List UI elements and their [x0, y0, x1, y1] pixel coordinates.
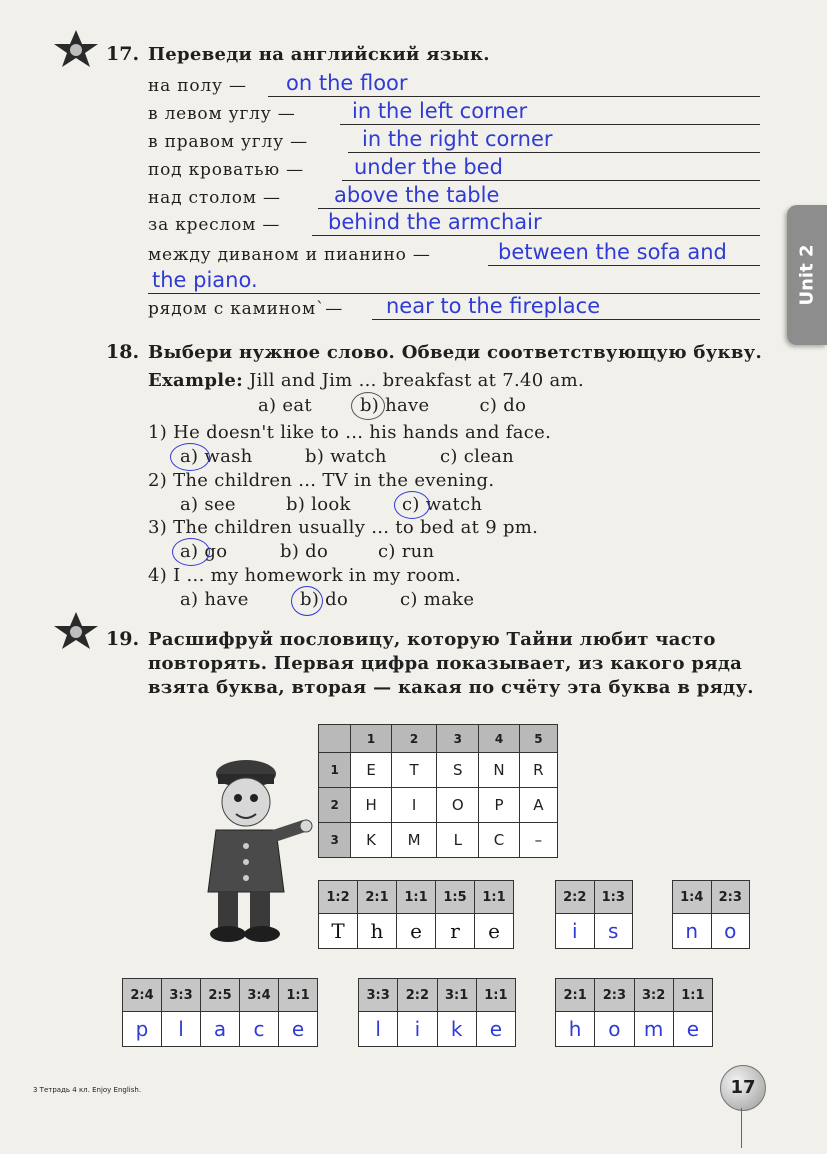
decoded-letter-cell: m: [634, 1012, 673, 1047]
q1-answer-circle: [170, 443, 210, 471]
code-cell: 2:5: [201, 979, 240, 1012]
ex18-example: [148, 370, 584, 391]
q2-answer-circle: [394, 491, 430, 519]
code-cell: 2:4: [123, 979, 162, 1012]
decoded-word-box: [555, 978, 713, 1047]
q2-text: 2) The children ... TV in the evening.: [148, 470, 495, 491]
ex17-handwritten-answer: behind the armchair: [328, 210, 542, 234]
cipher-key-grid: [318, 724, 558, 858]
ex17-answer-line: [372, 319, 760, 320]
decoded-letter-cell: o: [595, 1012, 634, 1047]
code-cell: 3:3: [162, 979, 201, 1012]
q1-option-b: b) watch: [305, 446, 387, 467]
grid-row-header: 3: [319, 823, 351, 858]
example-option-a: a) eat: [258, 395, 312, 416]
ex17-russian-phrase: рядом с камином`—: [148, 299, 344, 319]
decoded-letter-cell: e: [397, 914, 436, 949]
q4-text: 4) I ... my homework in my room.: [148, 565, 462, 586]
ex17-handwritten-answer: under the bed: [354, 155, 503, 179]
q4-option-b: b) do: [300, 589, 349, 610]
code-cell: 2:3: [595, 979, 634, 1012]
grid-letter-cell: C: [479, 823, 519, 858]
decoded-letter-cell: e: [475, 914, 514, 949]
ex17-russian-phrase: за креслом —: [148, 215, 281, 235]
q3-text: 3) The children usually ... to bed at 9 pm.: [148, 517, 539, 538]
star-badge-icon: [52, 610, 100, 650]
example-options: [258, 395, 526, 416]
decoded-letter-cell: o: [711, 914, 750, 949]
grid-column-header: 2: [391, 725, 436, 753]
code-cell: 3:2: [634, 979, 673, 1012]
ex17-answer-line: [340, 124, 760, 125]
decoded-letter-cell: k: [437, 1012, 476, 1047]
grid-column-header: 3: [437, 725, 479, 753]
grid-letter-cell: –: [519, 823, 557, 858]
grid-column-header: 4: [479, 725, 519, 753]
decoded-letter-cell: i: [398, 1012, 437, 1047]
ex19-number: 19.: [106, 628, 140, 650]
decoded-word-box: [358, 978, 516, 1047]
code-cell: 1:1: [673, 979, 712, 1012]
ex17-handwritten-answer: near to the fireplace: [386, 294, 601, 318]
q4-option-c: c) make: [400, 589, 475, 610]
ex17-handwritten-answer: between the sofa and: [498, 240, 727, 264]
decoded-letter-cell: i: [556, 914, 595, 949]
ex17-answer-line: [312, 235, 760, 236]
ex17-handwritten-answer: on the floor: [286, 71, 408, 95]
grid-letter-cell: H: [351, 788, 392, 823]
q3-option-b: b) do: [280, 541, 329, 562]
ex19-title-line: Расшифруй пословицу, которую Тайни любит часто: [148, 629, 716, 650]
q4-answer-circle: [291, 586, 323, 616]
ex19-title-line: взята буква, вторая — какая по счёту эта буква в ряду.: [148, 677, 754, 698]
footer-text: 3 Тетрадь 4 кл. Enjoy English.: [33, 1086, 142, 1094]
tiny-boy-illustration: [188, 752, 318, 952]
ex18-title: Выбери нужное слово. Обведи соответствующую букву.: [148, 342, 763, 363]
decoded-letter-cell: e: [476, 1012, 515, 1047]
grid-letter-cell: R: [519, 753, 557, 788]
unit-tab-label: Unit 2: [796, 244, 818, 306]
ex17-number: 17.: [106, 43, 140, 65]
grid-letter-cell: O: [437, 788, 479, 823]
decoded-letter-cell: s: [594, 914, 633, 949]
grid-letter-cell: M: [391, 823, 436, 858]
grid-letter-cell: A: [519, 788, 557, 823]
ex17-russian-phrase: между диваном и пианино —: [148, 245, 431, 265]
code-cell: 1:1: [476, 979, 515, 1012]
decoded-letter-cell: n: [673, 914, 712, 949]
grid-letter-cell: S: [437, 753, 479, 788]
q1-text: 1) He doesn't like to ... his hands and face.: [148, 422, 552, 443]
code-cell: 1:5: [436, 881, 475, 914]
decoded-word-box: [318, 880, 514, 949]
code-cell: 1:4: [673, 881, 712, 914]
code-cell: 2:3: [711, 881, 750, 914]
ex17-russian-phrase: в правом углу —: [148, 132, 308, 152]
code-cell: 3:4: [240, 979, 279, 1012]
grid-letter-cell: E: [351, 753, 392, 788]
code-cell: 1:2: [319, 881, 358, 914]
ex17-answer-line: [488, 265, 760, 266]
code-cell: 3:3: [359, 979, 398, 1012]
code-cell: 2:1: [556, 979, 595, 1012]
example-circle-mark: [351, 392, 385, 420]
decoded-letter-cell: a: [201, 1012, 240, 1047]
ex19-title: [148, 628, 754, 700]
decoded-letter-cell: h: [556, 1012, 595, 1047]
ex17-title: Переведи на английский язык.: [148, 44, 490, 65]
example-text: Jill and Jim ... breakfast at 7.40 am.: [249, 370, 584, 391]
decoded-letter-cell: c: [240, 1012, 279, 1047]
grid-column-header: 1: [351, 725, 392, 753]
decoded-letter-cell: l: [162, 1012, 201, 1047]
grid-letter-cell: N: [479, 753, 519, 788]
ex17-handwritten-answer: above the table: [334, 183, 500, 207]
ex17-russian-phrase: в левом углу —: [148, 104, 296, 124]
balloon-string: [741, 1108, 744, 1148]
q2-option-a: a) see: [180, 494, 236, 515]
code-cell: 1:1: [397, 881, 436, 914]
grid-column-header: 5: [519, 725, 557, 753]
ex17-handwritten-answer: in the left corner: [352, 99, 528, 123]
unit-side-tab: [787, 205, 827, 345]
ex17-answer-line: [268, 96, 760, 97]
decoded-letter-cell: h: [358, 914, 397, 949]
decoded-letter-cell: p: [123, 1012, 162, 1047]
grid-letter-cell: K: [351, 823, 392, 858]
q3-option-a: a) go: [180, 541, 228, 562]
code-cell: 2:2: [398, 979, 437, 1012]
code-cell: 3:1: [437, 979, 476, 1012]
q3-answer-circle: [172, 538, 210, 566]
ex17-answer-line: [318, 208, 760, 209]
decoded-letter-cell: e: [673, 1012, 712, 1047]
q3-option-c: c) run: [378, 541, 435, 562]
grid-corner-cell: [319, 725, 351, 753]
decoded-word-box: [555, 880, 633, 949]
q1-option-a: a) wash: [180, 446, 253, 467]
ex17-handwritten-answer: in the right corner: [362, 127, 553, 151]
ex17-answer-line: [342, 180, 760, 181]
code-cell: 1:1: [475, 881, 514, 914]
grid-row-header: 2: [319, 788, 351, 823]
ex17-russian-phrase: над столом —: [148, 188, 281, 208]
grid-letter-cell: T: [391, 753, 436, 788]
decoded-letter-cell: r: [436, 914, 475, 949]
ex17-answer-line: [348, 152, 760, 153]
page-number-balloon: 17: [720, 1065, 766, 1111]
ex18-number: 18.: [106, 341, 140, 363]
ex19-title-line: повторять. Первая цифра показывает, из какого ряда: [148, 653, 743, 674]
code-cell: 1:1: [279, 979, 318, 1012]
q2-option-b: b) look: [286, 494, 351, 515]
example-label: Example:: [148, 370, 244, 391]
decoded-letter-cell: l: [359, 1012, 398, 1047]
ex17-russian-phrase: на полу —: [148, 76, 247, 96]
ex17-handwritten-answer: the piano.: [152, 268, 258, 292]
decoded-word-box: [672, 880, 750, 949]
code-cell: 2:2: [556, 881, 595, 914]
code-cell: 2:1: [358, 881, 397, 914]
decoded-letter-cell: T: [319, 914, 358, 949]
example-option-c: c) do: [479, 395, 527, 416]
grid-letter-cell: L: [437, 823, 479, 858]
q1-option-c: c) clean: [440, 446, 515, 467]
decoded-letter-cell: e: [279, 1012, 318, 1047]
grid-row-header: 1: [319, 753, 351, 788]
example-option-b: b) have: [359, 395, 430, 416]
star-badge-icon: [52, 28, 100, 68]
grid-letter-cell: P: [479, 788, 519, 823]
q2-option-c: c) watch: [402, 494, 483, 515]
decoded-word-box: [122, 978, 318, 1047]
grid-letter-cell: I: [391, 788, 436, 823]
q4-option-a: a) have: [180, 589, 249, 610]
ex17-russian-phrase: под кроватью —: [148, 160, 304, 180]
code-cell: 1:3: [594, 881, 633, 914]
